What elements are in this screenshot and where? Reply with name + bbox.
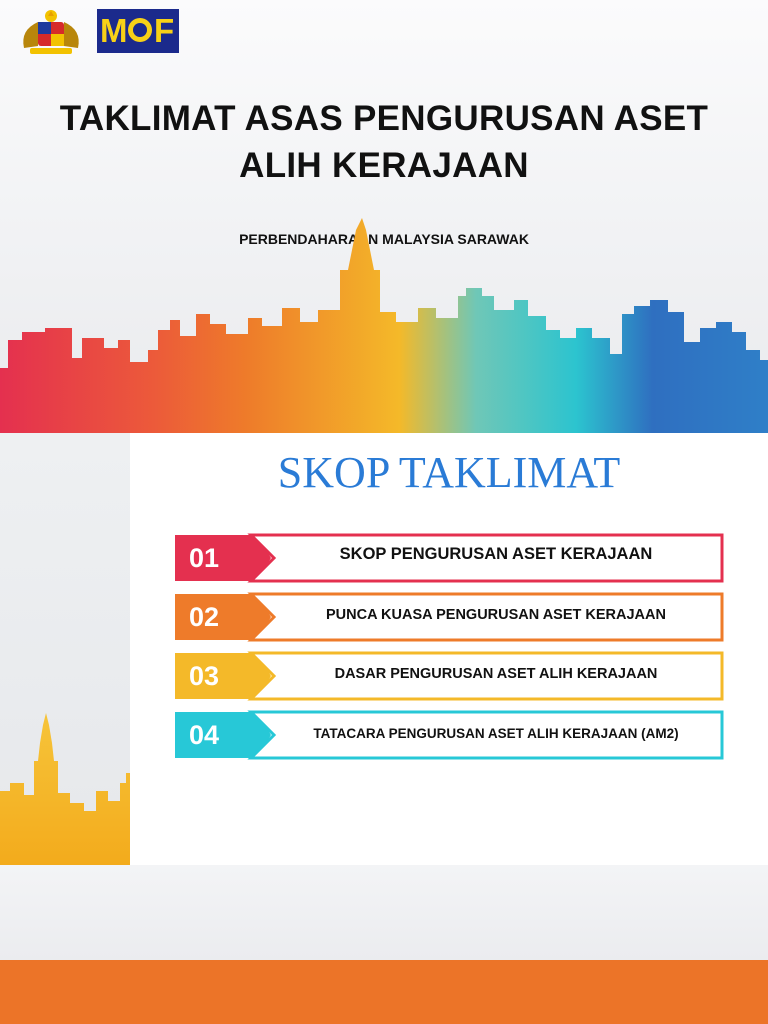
side-panel: [0, 433, 130, 865]
city-skyline-icon: [0, 703, 130, 865]
globe-icon: [128, 18, 152, 42]
list-item: [175, 710, 725, 760]
scope-slide: [0, 433, 768, 865]
item-label: DASAR PENGURUSAN ASET ALIH KERAJAAN: [334, 666, 658, 682]
list-item: [175, 533, 725, 583]
item-number: 02: [189, 602, 220, 632]
item-label: SKOP PENGURUSAN ASET KERAJAAN: [339, 545, 653, 563]
item-label: PUNCA KUASA PENGURUSAN ASET KERAJAAN: [326, 607, 666, 623]
section-title: SKOP TAKLIMAT: [277, 448, 621, 497]
malaysia-crest-icon: [18, 8, 84, 58]
item-label: TATACARA PENGURUSAN ASET ALIH KERAJAAN (AM2): [313, 726, 679, 741]
list-item: [175, 651, 725, 701]
item-number: 01: [189, 543, 220, 573]
next-slide-header-bar: [0, 960, 768, 1024]
title-slide: [0, 0, 768, 433]
city-skyline-icon: [0, 210, 768, 433]
list-item: [175, 592, 725, 642]
page-title: TAKLIMAT ASAS PENGURUSAN ASET ALIH KERAJAAN: [59, 99, 709, 185]
mof-logo-icon: M F: [97, 9, 179, 53]
item-number: 04: [189, 720, 220, 750]
subtitle: PERBENDAHARAAN MALAYSIA SARAWAK: [239, 231, 529, 247]
item-number: 03: [189, 661, 220, 691]
slide-gap: [0, 865, 768, 960]
